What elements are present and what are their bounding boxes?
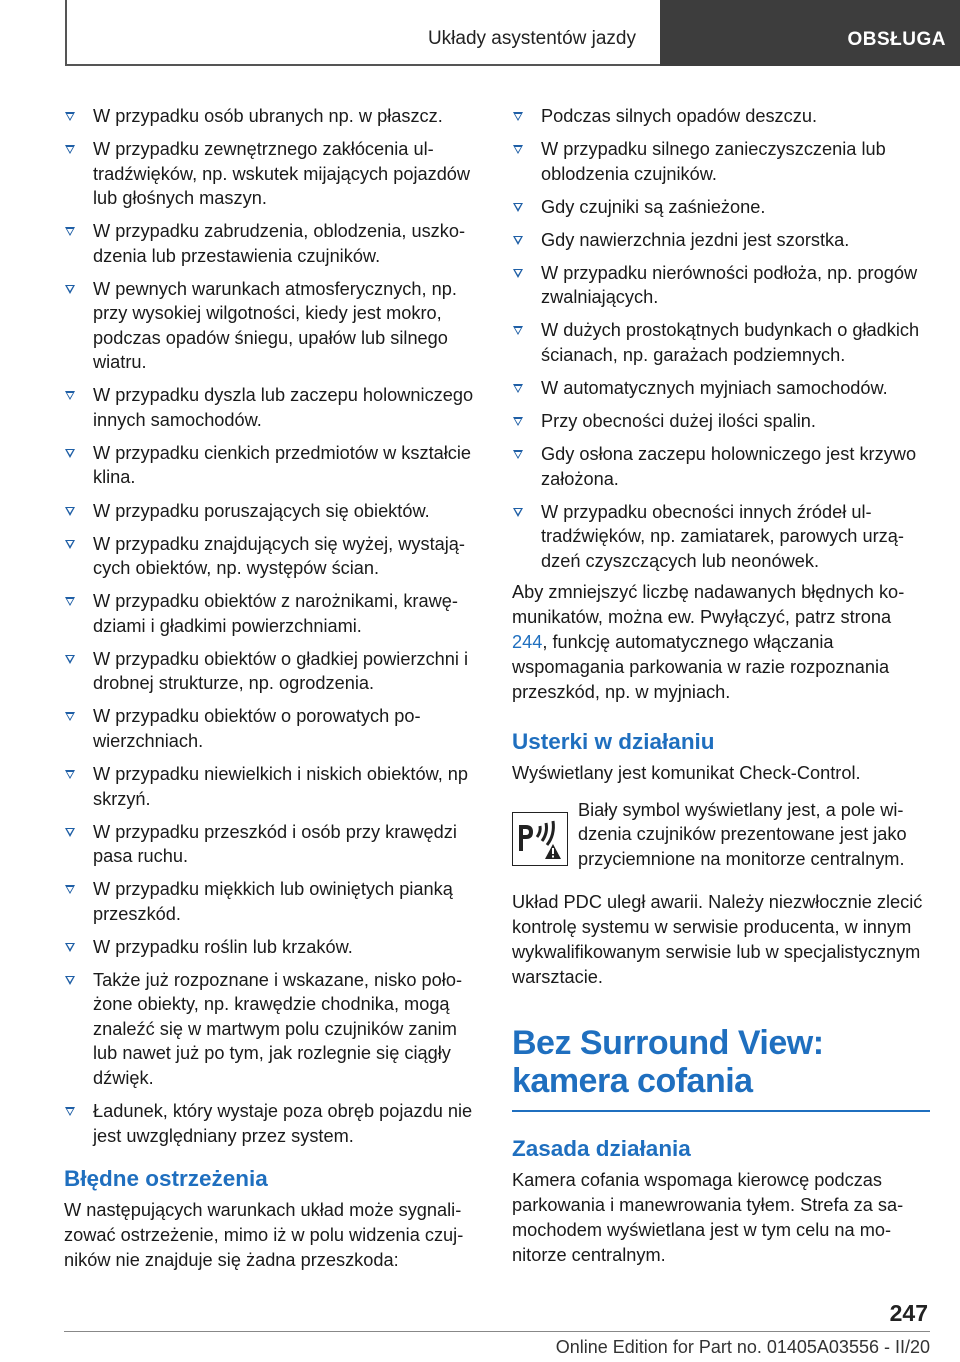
edition-footer: Online Edition for Part no. 01405A03556 - II/20	[555, 1337, 930, 1357]
triangle-bullet-icon	[513, 326, 523, 335]
list-item	[512, 261, 930, 310]
page-number: 247	[889, 1300, 928, 1326]
list-item-text: W przypadku nierówności podłoża, np. progów zwalniających.	[541, 262, 918, 308]
list-item	[512, 376, 930, 401]
triangle-bullet-icon	[65, 976, 75, 985]
title-rule	[512, 1110, 930, 1112]
false-warnings-text: W następujących warunkach układ może sygnalizować ostrzeżenie, mimo iż w polu widzenia czujników nie znajduje się żadna przeszkoda:	[64, 1200, 464, 1270]
list-item	[64, 647, 482, 696]
false-warnings-heading: Błędne ostrzeżenia	[64, 1166, 268, 1191]
list-item	[512, 318, 930, 367]
list-item	[64, 935, 482, 960]
reduce-text-after: , funkcję automatycznego włączania wspomagania parkowania w razie rozpoznania przeszkód, np. w myjniach.	[512, 631, 890, 702]
faults-intro: Wyświetlany jest komunikat Check-Control.	[512, 762, 861, 783]
list-item-text: W przypadku niewielkich i niskich obiektów, np skrzyń.	[93, 764, 469, 809]
list-item	[64, 499, 482, 524]
header-left-rule	[65, 0, 67, 66]
camera-principle-text: Kamera cofania wspomaga kierowcę podczas parkowania i manewrowania tyłem. Strefa za samochodem wyświetlana jest w tym celu na monitorze centralnym.	[512, 1169, 904, 1265]
list-item	[64, 277, 482, 375]
header-chapter-tab	[660, 0, 960, 66]
triangle-bullet-icon	[513, 112, 523, 121]
list-item-text: W przypadku silnego zanieczyszczenia lub oblodzenia czujników.	[541, 139, 886, 184]
list-item	[64, 589, 482, 638]
list-item-text: Gdy nawierzchnia jezdni jest szorstka.	[541, 229, 850, 250]
list-item	[64, 762, 482, 811]
pdc-icon-description: Biały symbol wyświetlany jest, a pole widzenia czujników prezentowane jest jako przyciemnione na monitorze centralnym.	[578, 799, 907, 869]
triangle-bullet-icon	[65, 597, 75, 606]
triangle-bullet-icon	[65, 770, 75, 779]
triangle-bullet-icon	[65, 449, 75, 458]
triangle-bullet-icon	[65, 227, 75, 236]
list-item-text: W przypadku dyszla lub zaczepu holowniczego innych samochodów.	[93, 385, 474, 430]
faults-heading: Usterki w działaniu	[512, 728, 715, 754]
list-item-text: W przypadku przeszkód i osób przy krawędzi pasa ruchu.	[93, 821, 457, 867]
camera-section-title: Bez Surround View: kamera cofania	[512, 1023, 824, 1100]
list-item-text: W przypadku zabrudzenia, oblodzenia, uszkodzenia lub przestawienia czujników.	[93, 221, 466, 266]
list-item-text: Ładunek, który wystaje poza obręb pojazdu nie jest uwzględniany przez system.	[93, 1101, 473, 1146]
triangle-bullet-icon	[65, 712, 75, 721]
triangle-bullet-icon	[65, 655, 75, 664]
list-item-text: W automatycznych myjniach samochodów.	[541, 378, 888, 399]
triangle-bullet-icon	[513, 384, 523, 393]
list-item	[64, 219, 482, 268]
list-item-text: W przypadku miękkich lub owiniętych pianką przeszkód.	[93, 879, 453, 924]
list-item	[512, 104, 930, 129]
list-item-text: Przy obecności dużej ilości spalin.	[541, 411, 816, 432]
triangle-bullet-icon	[513, 450, 523, 459]
list-item	[64, 704, 482, 753]
triangle-bullet-icon	[65, 885, 75, 894]
triangle-bullet-icon	[65, 828, 75, 837]
check-control-message	[512, 798, 930, 884]
triangle-bullet-icon	[513, 269, 523, 278]
limitations-list	[64, 104, 482, 1148]
faults-failure-text: Układ PDC uległ awarii. Należy niezwłocznie zlecić kontrolę systemu w serwisie producenta, w innym wykwalifikowanym serwisie lub w specjalistycznym warsztacie.	[512, 891, 923, 987]
list-item	[512, 137, 930, 186]
left-column	[64, 104, 482, 1273]
triangle-bullet-icon	[513, 417, 523, 426]
list-item	[512, 442, 930, 491]
header-chapter-label: OBSŁUGA	[847, 29, 946, 50]
header-section-title: Układy asystentów jazdy	[427, 28, 636, 49]
list-item	[64, 968, 482, 1091]
list-item	[512, 409, 930, 434]
triangle-bullet-icon	[65, 285, 75, 294]
list-item	[64, 1099, 482, 1148]
list-item-text: W przypadku osób ubranych np. w płaszcz.	[93, 106, 443, 126]
footer-rule	[64, 1331, 930, 1332]
reduce-warnings-text	[512, 580, 930, 705]
list-item-text: W przypadku poruszających się obiektów.	[93, 500, 430, 521]
list-item	[512, 228, 930, 253]
list-item	[64, 441, 482, 490]
triangle-bullet-icon	[65, 540, 75, 549]
list-item-text: W przypadku obiektów o porowatych powierzchniach.	[93, 706, 421, 751]
list-item	[64, 137, 482, 211]
list-item-text: W dużych prostokątnych budynkach o gładkich ścianach, np. garażach podziemnych.	[541, 320, 920, 365]
false-warning-conditions-list	[512, 104, 930, 573]
list-item	[64, 877, 482, 926]
pdc-sensor-fault-icon	[512, 812, 568, 866]
triangle-bullet-icon	[65, 1107, 75, 1116]
list-item-text: Gdy osłona zaczepu holowniczego jest krzywo założona.	[541, 444, 917, 489]
list-item-text: W przypadku obiektów z narożnikami, krawędziami i gładkimi powierzchniami.	[93, 591, 458, 636]
list-item	[64, 104, 482, 129]
list-item-text: W przypadku obiektów o gładkiej powierzchni i drobnej strukturze, np. ogrodzenia.	[93, 648, 469, 694]
triangle-bullet-icon	[65, 943, 75, 952]
header-bottom-rule	[65, 64, 660, 66]
triangle-bullet-icon	[513, 203, 523, 212]
page-header	[0, 0, 960, 66]
list-item	[512, 500, 930, 574]
list-item	[64, 532, 482, 581]
list-item-text: W przypadku obecności innych źródeł ultradźwięków, np. zamiatarek, parowych urządzeń czyszczących lub neonówek.	[541, 501, 904, 571]
triangle-bullet-icon	[513, 508, 523, 517]
list-item-text: W przypadku roślin lub krzaków.	[93, 936, 353, 957]
list-item	[64, 820, 482, 869]
list-item-text: W przypadku cienkich przedmiotów w kształcie klina.	[93, 442, 472, 488]
list-item	[64, 383, 482, 432]
triangle-bullet-icon	[65, 145, 75, 154]
reduce-text-before: Aby zmniejszyć liczbę nadawanych błędnych komunikatów, można ew. Pwyłączyć, patrz strona	[512, 581, 905, 627]
triangle-bullet-icon	[513, 236, 523, 245]
list-item-text: W przypadku znajdujących się wyżej, wystających obiektów, np. występów ścian.	[93, 533, 465, 579]
list-item-text: Podczas silnych opadów deszczu.	[541, 106, 817, 126]
triangle-bullet-icon	[65, 391, 75, 400]
triangle-bullet-icon	[65, 507, 75, 516]
list-item-text: Gdy czujniki są zaśnieżone.	[541, 196, 766, 217]
triangle-bullet-icon	[513, 145, 523, 154]
triangle-bullet-icon	[65, 112, 75, 121]
page-reference-link[interactable]: 244	[512, 631, 543, 652]
principle-heading: Zasada działania	[512, 1135, 691, 1161]
list-item-text: W przypadku zewnętrznego zakłócenia ultradźwięków, np. wskutek mijających pojazdów lub głośnych maszyn.	[93, 139, 471, 209]
list-item	[512, 195, 930, 220]
list-item-text: W pewnych warunkach atmosferycznych, np. przy wysokiej wilgotności, kiedy jest mokro, podczas opadów śniegu, upałów lub silnego wiatru.	[93, 278, 457, 373]
list-item-text: Także już rozpoznane i wskazane, nisko położone obiekty, np. krawędzie chodnika, mogą znaleźć się w martwym polu czujników zanim lub nawet już po tym, jak rozlegnie się ciągły dźwięk.	[93, 969, 463, 1088]
right-column	[512, 104, 930, 1268]
